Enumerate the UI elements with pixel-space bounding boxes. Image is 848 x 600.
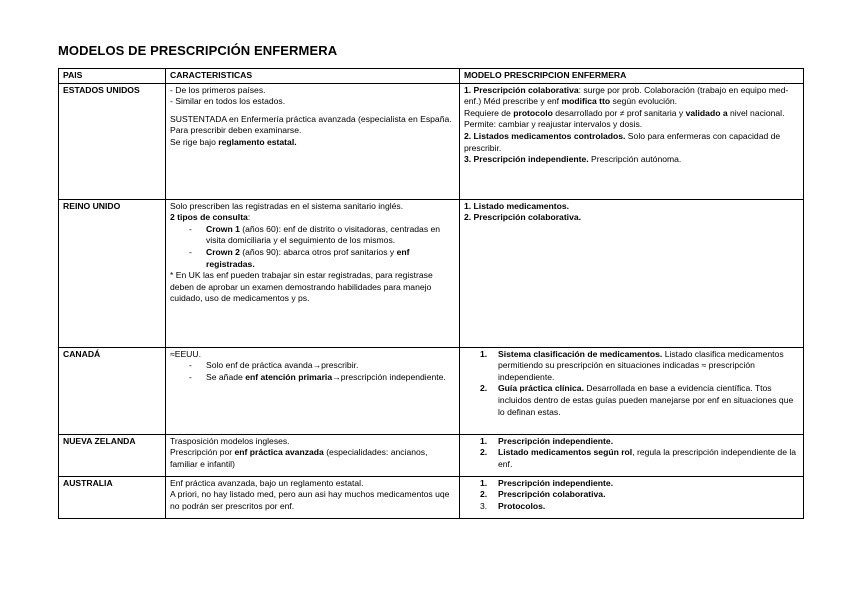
list-item: 3. Protocolos. xyxy=(480,500,546,511)
characteristics-cell xyxy=(166,434,460,476)
text-line: Trasposición modelos ingleses. xyxy=(170,435,290,446)
text-line: Requiere de protocolo desarrollado por ≠ prof sanitaria y validado a nivel nacional. Permite: cambiar y reajustar intervalos y dosis. xyxy=(464,107,785,130)
text-line: Enf práctica avanzada, bajo un reglamento estatal. xyxy=(170,477,364,488)
text-line: * En UK las enf pueden trabajar sin estar registradas, para registrase deben de aprobar un examen demostrando habilidades para manejo cuidado, uso de medicamentos y ps. xyxy=(170,270,433,304)
list-item: 2. Listado medicamentos según rol, regula la prescripción independiente de la enf. xyxy=(480,447,797,469)
text-line: - Similar en todos los estados. xyxy=(170,96,286,107)
characteristics-cell xyxy=(166,83,460,199)
text-line: Solo prescriben las registradas en el sistema sanitario inglés. xyxy=(170,200,404,211)
country-cell: REINO UNIDO xyxy=(59,199,166,347)
header-pais: PAIS xyxy=(59,69,166,84)
text-line: Se rige bajo reglamento estatal. xyxy=(170,136,297,147)
table-row-nz xyxy=(59,434,804,476)
model-cell xyxy=(460,199,804,347)
country-cell: AUSTRALIA xyxy=(59,476,166,518)
characteristics-cell xyxy=(166,199,460,347)
model-cell xyxy=(460,476,804,518)
list-item: 1. Prescripción independiente. xyxy=(480,435,614,446)
list-item: 2. Prescripción colaborativa. xyxy=(480,489,606,500)
list-item: - Crown 1 (años 60): enf de distrito o visitadoras, centradas en visita domiciliaria y el seguimiento de los mismos. xyxy=(206,224,455,247)
country-cell: CANADÁ xyxy=(59,347,166,434)
list-item: 1. Prescripción independiente. xyxy=(480,477,614,488)
model-cell xyxy=(460,83,804,199)
country-cell: NUEVA ZELANDA xyxy=(59,434,166,476)
text-line: Prescripción por enf práctica avanzada (especialidades: ancianos, familiar e infantil) xyxy=(170,447,428,469)
table-row-canada xyxy=(59,347,804,434)
characteristics-cell xyxy=(166,476,460,518)
table-row-uk xyxy=(59,199,804,347)
model-list xyxy=(464,436,799,471)
text-line: 3. Prescripción independiente. Prescripción autónoma. xyxy=(464,154,682,165)
list-item: 2. Guía práctica clínica. Desarrollada en base a evidencia científica. Ttos incluidos dentro de estas guías pueden manejarse por enf en situaciones que lo definan estas. xyxy=(480,383,794,417)
table-row-usa xyxy=(59,83,804,199)
characteristics-cell xyxy=(166,347,460,434)
consult-types-list xyxy=(170,224,455,270)
table-header-row xyxy=(59,69,804,84)
text-line: A priori, no hay listado med, pero aun asi hay muchos medicamentos uqe no podrán ser prescritos por enf. xyxy=(170,489,450,511)
model-cell xyxy=(460,347,804,434)
text-line: 2 tipos de consulta: xyxy=(170,212,251,223)
text-line: 2. Listados medicamentos controlados. Solo para enfermeras con capacidad de prescribir. xyxy=(464,130,781,153)
prescription-models-table xyxy=(58,68,804,519)
list-item: - Solo enf de práctica avanda→prescribir. xyxy=(206,360,455,372)
text-line: Para prescribir deben examinarse. xyxy=(170,125,302,136)
model-list xyxy=(464,478,799,513)
list-item: 1. Sistema clasificación de medicamentos. Listado clasifica medicamentos permitiendo su prescripción en situaciones indicadas ≈ prescripción independiente. xyxy=(480,348,784,382)
model-cell xyxy=(460,434,804,476)
page-title: MODELOS DE PRESCRIPCIÓN ENFERMERA xyxy=(58,43,338,58)
header-caracteristicas: CARACTERISTICAS xyxy=(166,69,460,84)
text-line: 2. Prescripción colaborativa. xyxy=(464,212,582,223)
text-line: - De los primeros países. xyxy=(170,84,266,95)
table-row-australia xyxy=(59,476,804,518)
text-line: 1. Prescripción colaborativa: surge por prob. Colaboración (trabajo en equipo med-enf.) Méd prescribe y enf modifica tto según evolución. xyxy=(464,84,789,107)
model-list xyxy=(464,349,799,419)
country-cell: ESTADOS UNIDOS xyxy=(59,83,166,199)
canada-list xyxy=(170,360,455,383)
list-item: - Crown 2 (años 90): abarca otros prof sanitarios y enf registradas. xyxy=(206,247,455,270)
text-line: ≈EEUU. xyxy=(170,348,201,359)
text-line: SUSTENTADA en Enfermería práctica avanzada (especialista en España. xyxy=(170,113,452,124)
text-line: 1. Listado medicamentos. xyxy=(464,200,570,211)
list-item: - Se añade enf atención primaria→prescripción independiente. xyxy=(206,372,455,384)
header-modelo: MODELO PRESCRIPCION ENFERMERA xyxy=(460,69,804,84)
